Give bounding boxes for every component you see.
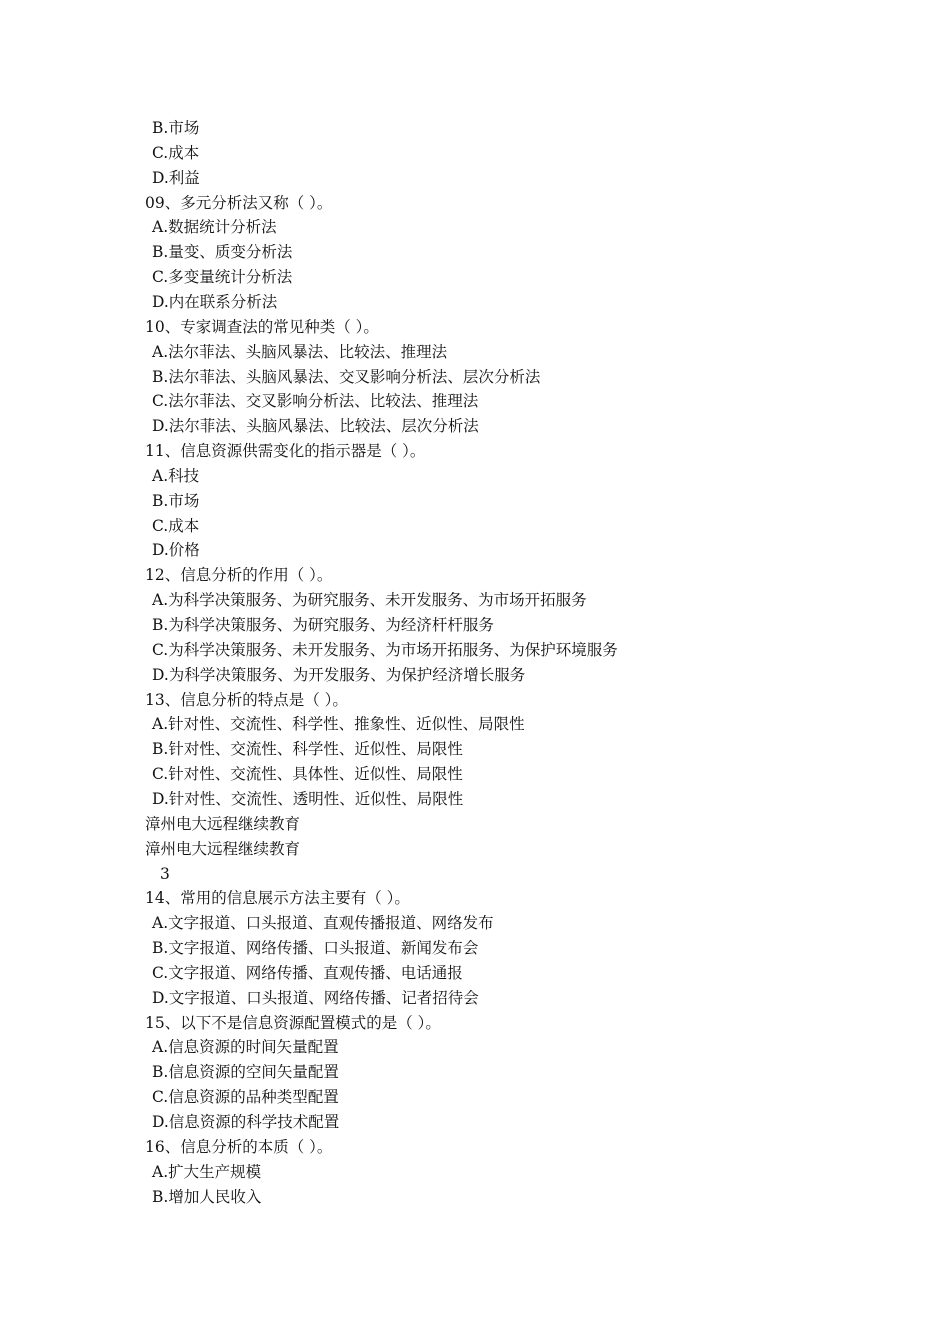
text-line: C.信息资源的品种类型配置 [152,1088,339,1107]
text-line: 10、专家调查法的常见种类（ ）。 [145,317,379,336]
text-line: B.量变、质变分析法 [152,243,293,262]
text-line: 14、常用的信息展示方法主要有（ ）。 [145,889,410,908]
text-line: D.针对性、交流性、透明性、近似性、局限性 [152,789,464,808]
text-line: C.法尔菲法、交叉影响分析法、比较法、推理法 [152,392,479,411]
text-line: A.为科学决策服务、为研究服务、未开发服务、为市场开拓服务 [152,591,587,610]
text-line: B.市场 [152,491,200,510]
text-line: D.内在联系分析法 [152,292,278,311]
text-line: D.为科学决策服务、为开发服务、为保护经济增长服务 [152,665,526,684]
text-line: B.市场 [152,119,200,137]
text-line: 09、多元分析法又称（ ）。 [145,193,333,212]
text-line: D.价格 [152,541,200,560]
text-line: 漳州电大远程继续教育 [145,814,301,833]
text-line: D.法尔菲法、头脑风暴法、比较法、层次分析法 [152,417,479,436]
text-line: 11、信息资源供需变化的指示器是（ ）。 [145,442,426,461]
text-line: B.为科学决策服务、为研究服务、为经济杆杆服务 [152,616,494,634]
text-line: 漳州电大远程继续教育 [145,839,301,858]
text-line: D.文字报道、口头报道、网络传播、记者招待会 [152,988,479,1007]
text-line: C.成本 [152,516,200,535]
text-line: B.法尔菲法、头脑风暴法、交叉影响分析法、层次分析法 [152,367,541,386]
text-line: A.数据统计分析法 [152,218,277,237]
text-line: B.文字报道、网络传播、口头报道、新闻发布会 [152,939,479,958]
text-line: A.针对性、交流性、科学性、推象性、近似性、局限性 [152,715,525,734]
text-line: B.针对性、交流性、科学性、近似性、局限性 [152,740,463,759]
text-line: A.科技 [152,466,200,485]
text-line: C.文字报道、网络传播、直观传播、电话通报 [152,963,463,982]
text-line: 13、信息分析的特点是（ ）。 [145,690,348,709]
text-line: 3 [160,864,170,883]
text-line: A.信息资源的时间矢量配置 [152,1038,339,1057]
text-line: D.利益 [152,168,200,187]
text-line: C.多变量统计分析法 [152,268,293,287]
text-line: A.扩大生产规模 [152,1162,262,1181]
text-line: D.信息资源的科学技术配置 [152,1113,340,1131]
text-line: 15、以下不是信息资源配置模式的是（ ）。 [145,1013,441,1032]
text-line: B.信息资源的空间矢量配置 [152,1063,339,1082]
text-line: A.法尔菲法、头脑风暴法、比较法、推理法 [152,342,448,361]
text-line: B.增加人民收入 [152,1187,262,1206]
text-line: C.成本 [152,143,200,162]
text-line: C.为科学决策服务、未开发服务、为市场开拓服务、为保护环境服务 [152,640,618,659]
text-line: 16、信息分析的本质（ ）。 [145,1137,333,1156]
text-line: A.文字报道、口头报道、直观传播报道、网络发布 [152,914,494,933]
text-line: C.针对性、交流性、具体性、近似性、局限性 [152,765,463,784]
text-line: 12、信息分析的作用（ ）。 [145,566,333,585]
